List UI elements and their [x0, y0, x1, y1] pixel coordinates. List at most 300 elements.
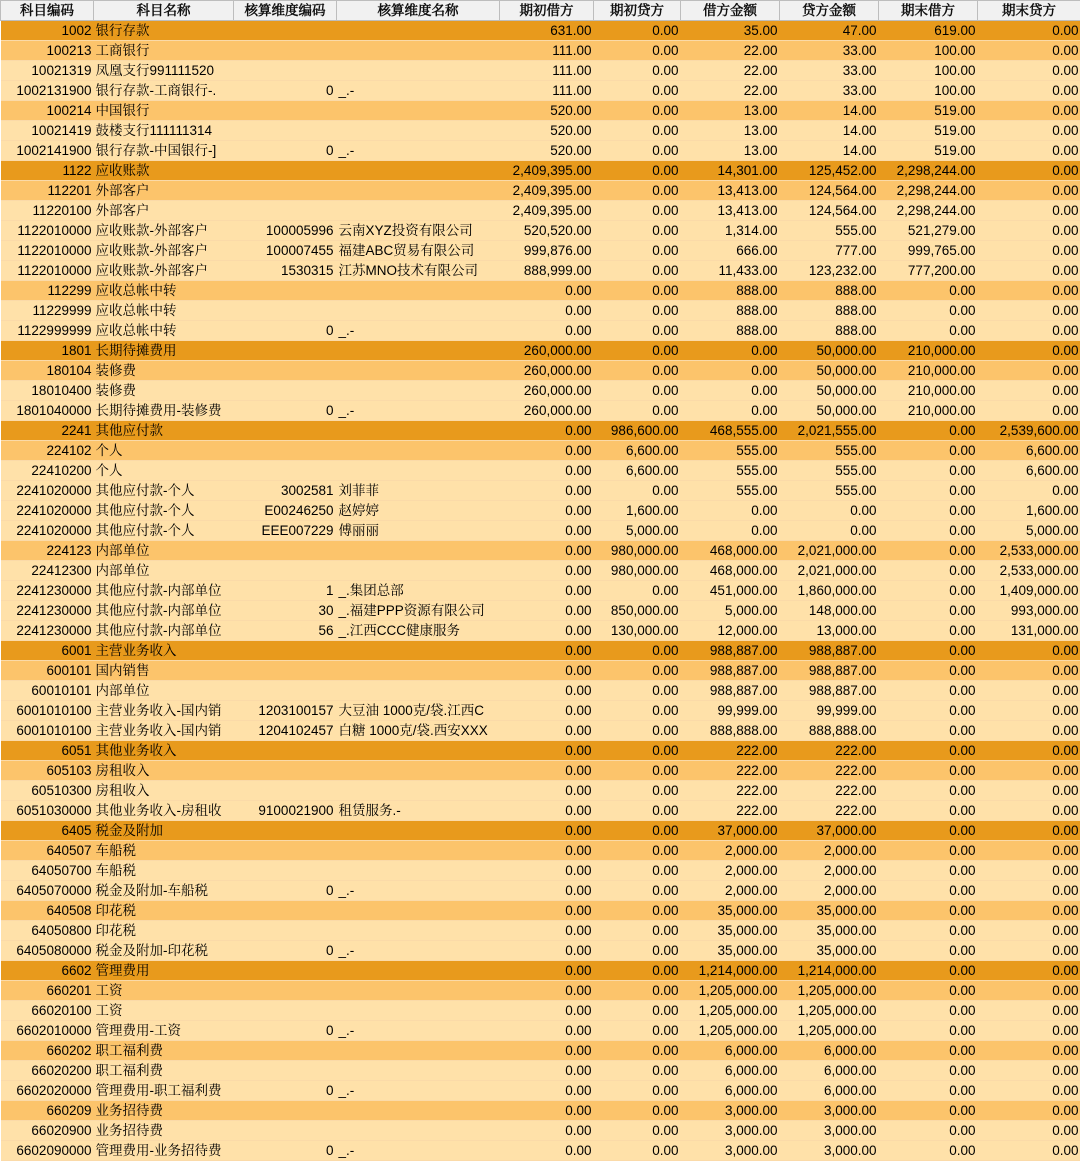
credit-amount-cell[interactable]: 2,000.00: [780, 881, 879, 901]
account-name-cell[interactable]: 印花税: [94, 901, 234, 921]
closing-debit-cell[interactable]: 100.00: [879, 81, 978, 101]
table-row[interactable]: [1, 261, 1080, 281]
opening-credit-cell[interactable]: 0.00: [594, 1021, 681, 1041]
table-row[interactable]: [1, 921, 1080, 941]
dimension-name-cell[interactable]: [337, 61, 500, 81]
opening-debit-cell[interactable]: 0.00: [500, 461, 594, 481]
account-code-cell[interactable]: 6405070000: [1, 881, 94, 901]
table-row[interactable]: [1, 101, 1080, 121]
account-name-cell[interactable]: 外部客户: [94, 201, 234, 221]
opening-debit-cell[interactable]: 0.00: [500, 781, 594, 801]
dimension-name-cell[interactable]: [337, 781, 500, 801]
dimension-code-cell[interactable]: [234, 761, 337, 781]
opening-debit-cell[interactable]: 0.00: [500, 441, 594, 461]
closing-credit-cell[interactable]: 0.00: [978, 1101, 1080, 1121]
debit-amount-cell[interactable]: 99,999.00: [681, 701, 780, 721]
dimension-code-cell[interactable]: 1: [234, 581, 337, 601]
account-code-cell[interactable]: 1122: [1, 161, 94, 181]
opening-debit-cell[interactable]: 0.00: [500, 741, 594, 761]
credit-amount-cell[interactable]: 988,887.00: [780, 661, 879, 681]
dimension-code-cell[interactable]: [234, 1001, 337, 1021]
account-name-cell[interactable]: 凤凰支行991111520: [94, 61, 234, 81]
opening-debit-cell[interactable]: 0.00: [500, 1061, 594, 1081]
dimension-code-cell[interactable]: [234, 921, 337, 941]
debit-amount-cell[interactable]: 1,205,000.00: [681, 1001, 780, 1021]
closing-credit-cell[interactable]: 0.00: [978, 1021, 1080, 1041]
closing-debit-cell[interactable]: 521,279.00: [879, 221, 978, 241]
closing-credit-cell[interactable]: 0.00: [978, 821, 1080, 841]
closing-debit-cell[interactable]: 0.00: [879, 1021, 978, 1041]
account-name-cell[interactable]: 银行存款-工商银行-.: [94, 81, 234, 101]
opening-debit-cell[interactable]: 0.00: [500, 421, 594, 441]
account-code-cell[interactable]: 6405: [1, 821, 94, 841]
account-code-cell[interactable]: 2241230000: [1, 621, 94, 641]
closing-debit-cell[interactable]: 0.00: [879, 681, 978, 701]
dimension-name-cell[interactable]: _.江西CCC健康服务: [337, 621, 500, 641]
dimension-name-cell[interactable]: [337, 821, 500, 841]
closing-debit-cell[interactable]: 0.00: [879, 1041, 978, 1061]
credit-amount-cell[interactable]: 777.00: [780, 241, 879, 261]
closing-credit-cell[interactable]: 0.00: [978, 21, 1080, 41]
closing-credit-cell[interactable]: 2,533,000.00: [978, 541, 1080, 561]
table-row[interactable]: [1, 961, 1080, 981]
account-code-cell[interactable]: 22412300: [1, 561, 94, 581]
opening-credit-cell[interactable]: 6,600.00: [594, 441, 681, 461]
opening-debit-cell[interactable]: 0.00: [500, 1121, 594, 1141]
account-code-cell[interactable]: 60010101: [1, 681, 94, 701]
dimension-code-cell[interactable]: [234, 361, 337, 381]
closing-debit-cell[interactable]: 619.00: [879, 21, 978, 41]
opening-credit-cell[interactable]: 980,000.00: [594, 541, 681, 561]
account-name-cell[interactable]: 其他应付款-个人: [94, 521, 234, 541]
table-row[interactable]: [1, 681, 1080, 701]
dimension-code-cell[interactable]: 0: [234, 401, 337, 421]
credit-amount-cell[interactable]: 555.00: [780, 481, 879, 501]
debit-amount-cell[interactable]: 5,000.00: [681, 601, 780, 621]
opening-debit-cell[interactable]: 0.00: [500, 681, 594, 701]
opening-debit-cell[interactable]: 0.00: [500, 701, 594, 721]
closing-credit-cell[interactable]: 0.00: [978, 961, 1080, 981]
dimension-name-cell[interactable]: _.-: [337, 81, 500, 101]
account-code-cell[interactable]: 1122010000: [1, 241, 94, 261]
account-code-cell[interactable]: 660201: [1, 981, 94, 1001]
opening-credit-cell[interactable]: 0.00: [594, 1101, 681, 1121]
opening-debit-cell[interactable]: 999,876.00: [500, 241, 594, 261]
credit-amount-cell[interactable]: 988,887.00: [780, 681, 879, 701]
opening-debit-cell[interactable]: 260,000.00: [500, 341, 594, 361]
dimension-name-cell[interactable]: 傅丽丽: [337, 521, 500, 541]
debit-amount-cell[interactable]: 666.00: [681, 241, 780, 261]
credit-amount-cell[interactable]: 35,000.00: [780, 921, 879, 941]
dimension-name-cell[interactable]: [337, 341, 500, 361]
account-name-cell[interactable]: 税金及附加: [94, 821, 234, 841]
debit-amount-cell[interactable]: 35.00: [681, 21, 780, 41]
table-row[interactable]: [1, 741, 1080, 761]
opening-debit-cell[interactable]: 0.00: [500, 321, 594, 341]
dimension-code-cell[interactable]: [234, 121, 337, 141]
account-name-cell[interactable]: 主营业务收入-国内销: [94, 701, 234, 721]
opening-debit-cell[interactable]: 520,520.00: [500, 221, 594, 241]
dimension-code-cell[interactable]: [234, 741, 337, 761]
table-row[interactable]: [1, 441, 1080, 461]
opening-credit-cell[interactable]: 0.00: [594, 201, 681, 221]
opening-debit-cell[interactable]: 0.00: [500, 721, 594, 741]
dimension-name-cell[interactable]: [337, 101, 500, 121]
closing-debit-cell[interactable]: 0.00: [879, 581, 978, 601]
closing-debit-cell[interactable]: 210,000.00: [879, 381, 978, 401]
account-code-cell[interactable]: 2241230000: [1, 601, 94, 621]
dimension-name-cell[interactable]: [337, 1001, 500, 1021]
closing-credit-cell[interactable]: 131,000.00: [978, 621, 1080, 641]
table-row[interactable]: [1, 661, 1080, 681]
closing-credit-cell[interactable]: 0.00: [978, 221, 1080, 241]
dimension-code-cell[interactable]: 30: [234, 601, 337, 621]
account-name-cell[interactable]: 长期待摊费用: [94, 341, 234, 361]
opening-credit-cell[interactable]: 0.00: [594, 641, 681, 661]
opening-credit-cell[interactable]: 0.00: [594, 321, 681, 341]
table-row[interactable]: [1, 321, 1080, 341]
opening-credit-cell[interactable]: 0.00: [594, 341, 681, 361]
debit-amount-cell[interactable]: 2,000.00: [681, 881, 780, 901]
table-row[interactable]: [1, 701, 1080, 721]
account-code-cell[interactable]: 1002131900: [1, 81, 94, 101]
debit-amount-cell[interactable]: 1,214,000.00: [681, 961, 780, 981]
closing-debit-cell[interactable]: 2,298,244.00: [879, 181, 978, 201]
closing-debit-cell[interactable]: 0.00: [879, 921, 978, 941]
opening-credit-cell[interactable]: 0.00: [594, 381, 681, 401]
account-name-cell[interactable]: 车船税: [94, 861, 234, 881]
debit-amount-cell[interactable]: 0.00: [681, 341, 780, 361]
credit-amount-cell[interactable]: 3,000.00: [780, 1121, 879, 1141]
dimension-name-cell[interactable]: [337, 1061, 500, 1081]
debit-amount-cell[interactable]: 2,000.00: [681, 841, 780, 861]
credit-amount-cell[interactable]: 888.00: [780, 301, 879, 321]
account-code-cell[interactable]: 112299: [1, 281, 94, 301]
dimension-name-cell[interactable]: 白糖 1000克/袋.西安XXX: [337, 721, 500, 741]
credit-amount-cell[interactable]: 888.00: [780, 321, 879, 341]
dimension-code-cell[interactable]: [234, 41, 337, 61]
account-name-cell[interactable]: 个人: [94, 441, 234, 461]
opening-credit-cell[interactable]: 0.00: [594, 1061, 681, 1081]
credit-amount-cell[interactable]: 35,000.00: [780, 901, 879, 921]
dimension-name-cell[interactable]: [337, 301, 500, 321]
closing-credit-cell[interactable]: 0.00: [978, 981, 1080, 1001]
dimension-name-cell[interactable]: _.-: [337, 1021, 500, 1041]
dimension-name-cell[interactable]: _.-: [337, 941, 500, 961]
credit-amount-cell[interactable]: 2,021,555.00: [780, 421, 879, 441]
closing-credit-cell[interactable]: 0.00: [978, 61, 1080, 81]
opening-credit-cell[interactable]: 0.00: [594, 401, 681, 421]
credit-amount-cell[interactable]: 555.00: [780, 221, 879, 241]
dimension-code-cell[interactable]: E00246250: [234, 501, 337, 521]
closing-debit-cell[interactable]: 0.00: [879, 761, 978, 781]
opening-credit-cell[interactable]: 0.00: [594, 761, 681, 781]
account-name-cell[interactable]: 管理费用-工资: [94, 1021, 234, 1041]
closing-credit-cell[interactable]: 0.00: [978, 1141, 1080, 1161]
account-code-cell[interactable]: 6001010100: [1, 721, 94, 741]
closing-debit-cell[interactable]: 2,298,244.00: [879, 161, 978, 181]
dimension-name-cell[interactable]: [337, 1121, 500, 1141]
opening-debit-cell[interactable]: 0.00: [500, 961, 594, 981]
account-name-cell[interactable]: 其他应付款-个人: [94, 501, 234, 521]
closing-credit-cell[interactable]: 0.00: [978, 801, 1080, 821]
account-name-cell[interactable]: 银行存款-中国银行-]: [94, 141, 234, 161]
credit-amount-cell[interactable]: 47.00: [780, 21, 879, 41]
closing-debit-cell[interactable]: 0.00: [879, 1081, 978, 1101]
account-name-cell[interactable]: 管理费用-职工福利费: [94, 1081, 234, 1101]
table-row[interactable]: [1, 401, 1080, 421]
opening-debit-cell[interactable]: 0.00: [500, 761, 594, 781]
closing-debit-cell[interactable]: 519.00: [879, 121, 978, 141]
closing-credit-cell[interactable]: 0.00: [978, 681, 1080, 701]
closing-credit-cell[interactable]: 0.00: [978, 941, 1080, 961]
header-account-name[interactable]: 科目名称: [94, 1, 234, 21]
debit-amount-cell[interactable]: 0.00: [681, 361, 780, 381]
closing-debit-cell[interactable]: 210,000.00: [879, 341, 978, 361]
account-code-cell[interactable]: 64050800: [1, 921, 94, 941]
closing-credit-cell[interactable]: 0.00: [978, 401, 1080, 421]
dimension-name-cell[interactable]: [337, 461, 500, 481]
account-code-cell[interactable]: 2241020000: [1, 481, 94, 501]
account-code-cell[interactable]: 600101: [1, 661, 94, 681]
account-code-cell[interactable]: 6001: [1, 641, 94, 661]
dimension-code-cell[interactable]: [234, 981, 337, 1001]
account-name-cell[interactable]: 应收账款-外部客户: [94, 221, 234, 241]
dimension-name-cell[interactable]: [337, 661, 500, 681]
table-row[interactable]: [1, 501, 1080, 521]
account-code-cell[interactable]: 640507: [1, 841, 94, 861]
dimension-name-cell[interactable]: [337, 901, 500, 921]
opening-credit-cell[interactable]: 0.00: [594, 721, 681, 741]
dimension-code-cell[interactable]: [234, 381, 337, 401]
closing-credit-cell[interactable]: 0.00: [978, 1001, 1080, 1021]
account-name-cell[interactable]: 国内销售: [94, 661, 234, 681]
closing-credit-cell[interactable]: 0.00: [978, 181, 1080, 201]
table-row[interactable]: [1, 761, 1080, 781]
closing-debit-cell[interactable]: 0.00: [879, 1101, 978, 1121]
credit-amount-cell[interactable]: 124,564.00: [780, 201, 879, 221]
account-name-cell[interactable]: 主营业务收入-国内销: [94, 721, 234, 741]
debit-amount-cell[interactable]: 555.00: [681, 461, 780, 481]
dimension-code-cell[interactable]: [234, 901, 337, 921]
dimension-code-cell[interactable]: 0: [234, 1081, 337, 1101]
closing-debit-cell[interactable]: 0.00: [879, 721, 978, 741]
dimension-code-cell[interactable]: 100005996: [234, 221, 337, 241]
opening-credit-cell[interactable]: 0.00: [594, 661, 681, 681]
opening-credit-cell[interactable]: 0.00: [594, 221, 681, 241]
opening-credit-cell[interactable]: 6,600.00: [594, 461, 681, 481]
dimension-name-cell[interactable]: [337, 421, 500, 441]
opening-debit-cell[interactable]: 0.00: [500, 941, 594, 961]
header-debit-amount[interactable]: 借方金额: [681, 1, 780, 21]
closing-credit-cell[interactable]: 0.00: [978, 81, 1080, 101]
account-name-cell[interactable]: 内部单位: [94, 681, 234, 701]
dimension-code-cell[interactable]: [234, 61, 337, 81]
account-code-cell[interactable]: 1002: [1, 21, 94, 41]
account-code-cell[interactable]: 2241: [1, 421, 94, 441]
debit-amount-cell[interactable]: 222.00: [681, 741, 780, 761]
dimension-name-cell[interactable]: [337, 741, 500, 761]
account-name-cell[interactable]: 职工福利费: [94, 1061, 234, 1081]
table-row[interactable]: [1, 801, 1080, 821]
debit-amount-cell[interactable]: 222.00: [681, 761, 780, 781]
opening-debit-cell[interactable]: 0.00: [500, 801, 594, 821]
dimension-code-cell[interactable]: [234, 1061, 337, 1081]
debit-amount-cell[interactable]: 3,000.00: [681, 1121, 780, 1141]
opening-debit-cell[interactable]: 0.00: [500, 881, 594, 901]
table-row[interactable]: [1, 201, 1080, 221]
opening-credit-cell[interactable]: 0.00: [594, 481, 681, 501]
debit-amount-cell[interactable]: 13.00: [681, 141, 780, 161]
opening-credit-cell[interactable]: 0.00: [594, 841, 681, 861]
credit-amount-cell[interactable]: 6,000.00: [780, 1081, 879, 1101]
account-name-cell[interactable]: 房租收入: [94, 761, 234, 781]
opening-credit-cell[interactable]: 0.00: [594, 21, 681, 41]
opening-credit-cell[interactable]: 0.00: [594, 581, 681, 601]
closing-debit-cell[interactable]: 0.00: [879, 281, 978, 301]
closing-credit-cell[interactable]: 0.00: [978, 661, 1080, 681]
debit-amount-cell[interactable]: 888.00: [681, 301, 780, 321]
dimension-name-cell[interactable]: _.-: [337, 401, 500, 421]
dimension-name-cell[interactable]: 刘菲菲: [337, 481, 500, 501]
debit-amount-cell[interactable]: 888,888.00: [681, 721, 780, 741]
closing-credit-cell[interactable]: 1,409,000.00: [978, 581, 1080, 601]
table-row[interactable]: [1, 1141, 1080, 1161]
opening-debit-cell[interactable]: 0.00: [500, 561, 594, 581]
account-name-cell[interactable]: 内部单位: [94, 541, 234, 561]
closing-debit-cell[interactable]: 0.00: [879, 521, 978, 541]
credit-amount-cell[interactable]: 888,888.00: [780, 721, 879, 741]
account-code-cell[interactable]: 11229999: [1, 301, 94, 321]
closing-debit-cell[interactable]: 0.00: [879, 981, 978, 1001]
header-credit-amount[interactable]: 贷方金额: [780, 1, 879, 21]
debit-amount-cell[interactable]: 888.00: [681, 281, 780, 301]
dimension-code-cell[interactable]: [234, 181, 337, 201]
dimension-name-cell[interactable]: [337, 981, 500, 1001]
account-code-cell[interactable]: 6001010100: [1, 701, 94, 721]
account-name-cell[interactable]: 中国银行: [94, 101, 234, 121]
dimension-code-cell[interactable]: [234, 341, 337, 361]
debit-amount-cell[interactable]: 0.00: [681, 381, 780, 401]
credit-amount-cell[interactable]: 50,000.00: [780, 381, 879, 401]
closing-credit-cell[interactable]: 0.00: [978, 201, 1080, 221]
account-name-cell[interactable]: 房租收入: [94, 781, 234, 801]
credit-amount-cell[interactable]: 50,000.00: [780, 401, 879, 421]
table-row[interactable]: [1, 221, 1080, 241]
closing-credit-cell[interactable]: 1,600.00: [978, 501, 1080, 521]
dimension-code-cell[interactable]: [234, 861, 337, 881]
header-dimension-code[interactable]: 核算维度编码: [234, 1, 337, 21]
debit-amount-cell[interactable]: 6,000.00: [681, 1041, 780, 1061]
opening-debit-cell[interactable]: 0.00: [500, 1021, 594, 1041]
debit-amount-cell[interactable]: 35,000.00: [681, 941, 780, 961]
debit-amount-cell[interactable]: 37,000.00: [681, 821, 780, 841]
account-name-cell[interactable]: 应收总帐中转: [94, 301, 234, 321]
header-closing-credit[interactable]: 期末贷方: [978, 1, 1080, 21]
account-name-cell[interactable]: 外部客户: [94, 181, 234, 201]
dimension-code-cell[interactable]: 0: [234, 321, 337, 341]
closing-credit-cell[interactable]: 0.00: [978, 241, 1080, 261]
opening-credit-cell[interactable]: 0.00: [594, 801, 681, 821]
debit-amount-cell[interactable]: 12,000.00: [681, 621, 780, 641]
credit-amount-cell[interactable]: 99,999.00: [780, 701, 879, 721]
closing-debit-cell[interactable]: 0.00: [879, 881, 978, 901]
opening-credit-cell[interactable]: 0.00: [594, 1001, 681, 1021]
account-code-cell[interactable]: 180104: [1, 361, 94, 381]
closing-debit-cell[interactable]: 0.00: [879, 661, 978, 681]
dimension-name-cell[interactable]: [337, 21, 500, 41]
account-code-cell[interactable]: 2241230000: [1, 581, 94, 601]
credit-amount-cell[interactable]: 2,000.00: [780, 841, 879, 861]
account-name-cell[interactable]: 其他应付款-个人: [94, 481, 234, 501]
table-row[interactable]: [1, 61, 1080, 81]
account-name-cell[interactable]: 其他应付款: [94, 421, 234, 441]
debit-amount-cell[interactable]: 468,000.00: [681, 541, 780, 561]
debit-amount-cell[interactable]: 555.00: [681, 481, 780, 501]
dimension-code-cell[interactable]: 9100021900: [234, 801, 337, 821]
closing-debit-cell[interactable]: 100.00: [879, 61, 978, 81]
opening-credit-cell[interactable]: 0.00: [594, 101, 681, 121]
account-code-cell[interactable]: 1801: [1, 341, 94, 361]
account-code-cell[interactable]: 60510300: [1, 781, 94, 801]
table-row[interactable]: [1, 361, 1080, 381]
dimension-name-cell[interactable]: 大豆油 1000克/袋.江西C: [337, 701, 500, 721]
dimension-code-cell[interactable]: [234, 421, 337, 441]
opening-credit-cell[interactable]: 0.00: [594, 1081, 681, 1101]
table-row[interactable]: [1, 301, 1080, 321]
dimension-code-cell[interactable]: [234, 541, 337, 561]
account-code-cell[interactable]: 112201: [1, 181, 94, 201]
closing-credit-cell[interactable]: 0.00: [978, 881, 1080, 901]
closing-debit-cell[interactable]: 0.00: [879, 541, 978, 561]
closing-credit-cell[interactable]: 0.00: [978, 721, 1080, 741]
closing-debit-cell[interactable]: 519.00: [879, 101, 978, 121]
closing-debit-cell[interactable]: 0.00: [879, 781, 978, 801]
opening-debit-cell[interactable]: 0.00: [500, 981, 594, 1001]
opening-credit-cell[interactable]: 0.00: [594, 941, 681, 961]
dimension-name-cell[interactable]: [337, 281, 500, 301]
account-code-cell[interactable]: 10021319: [1, 61, 94, 81]
credit-amount-cell[interactable]: 124,564.00: [780, 181, 879, 201]
credit-amount-cell[interactable]: 222.00: [780, 741, 879, 761]
opening-debit-cell[interactable]: 260,000.00: [500, 381, 594, 401]
dimension-name-cell[interactable]: [337, 201, 500, 221]
opening-debit-cell[interactable]: 0.00: [500, 501, 594, 521]
closing-debit-cell[interactable]: 0.00: [879, 441, 978, 461]
account-name-cell[interactable]: 其他应付款-内部单位: [94, 621, 234, 641]
account-code-cell[interactable]: 6051: [1, 741, 94, 761]
opening-debit-cell[interactable]: 0.00: [500, 641, 594, 661]
debit-amount-cell[interactable]: 222.00: [681, 781, 780, 801]
account-code-cell[interactable]: 6051030000: [1, 801, 94, 821]
dimension-code-cell[interactable]: 0: [234, 941, 337, 961]
opening-credit-cell[interactable]: 0.00: [594, 861, 681, 881]
account-code-cell[interactable]: 660202: [1, 1041, 94, 1061]
debit-amount-cell[interactable]: 888.00: [681, 321, 780, 341]
table-row[interactable]: [1, 161, 1080, 181]
closing-debit-cell[interactable]: 0.00: [879, 841, 978, 861]
table-row[interactable]: [1, 181, 1080, 201]
table-row[interactable]: [1, 621, 1080, 641]
closing-credit-cell[interactable]: 6,600.00: [978, 441, 1080, 461]
account-code-cell[interactable]: 22410200: [1, 461, 94, 481]
opening-debit-cell[interactable]: 0.00: [500, 1141, 594, 1161]
table-row[interactable]: [1, 541, 1080, 561]
account-name-cell[interactable]: 内部单位: [94, 561, 234, 581]
debit-amount-cell[interactable]: 555.00: [681, 441, 780, 461]
dimension-code-cell[interactable]: [234, 101, 337, 121]
account-code-cell[interactable]: 640508: [1, 901, 94, 921]
